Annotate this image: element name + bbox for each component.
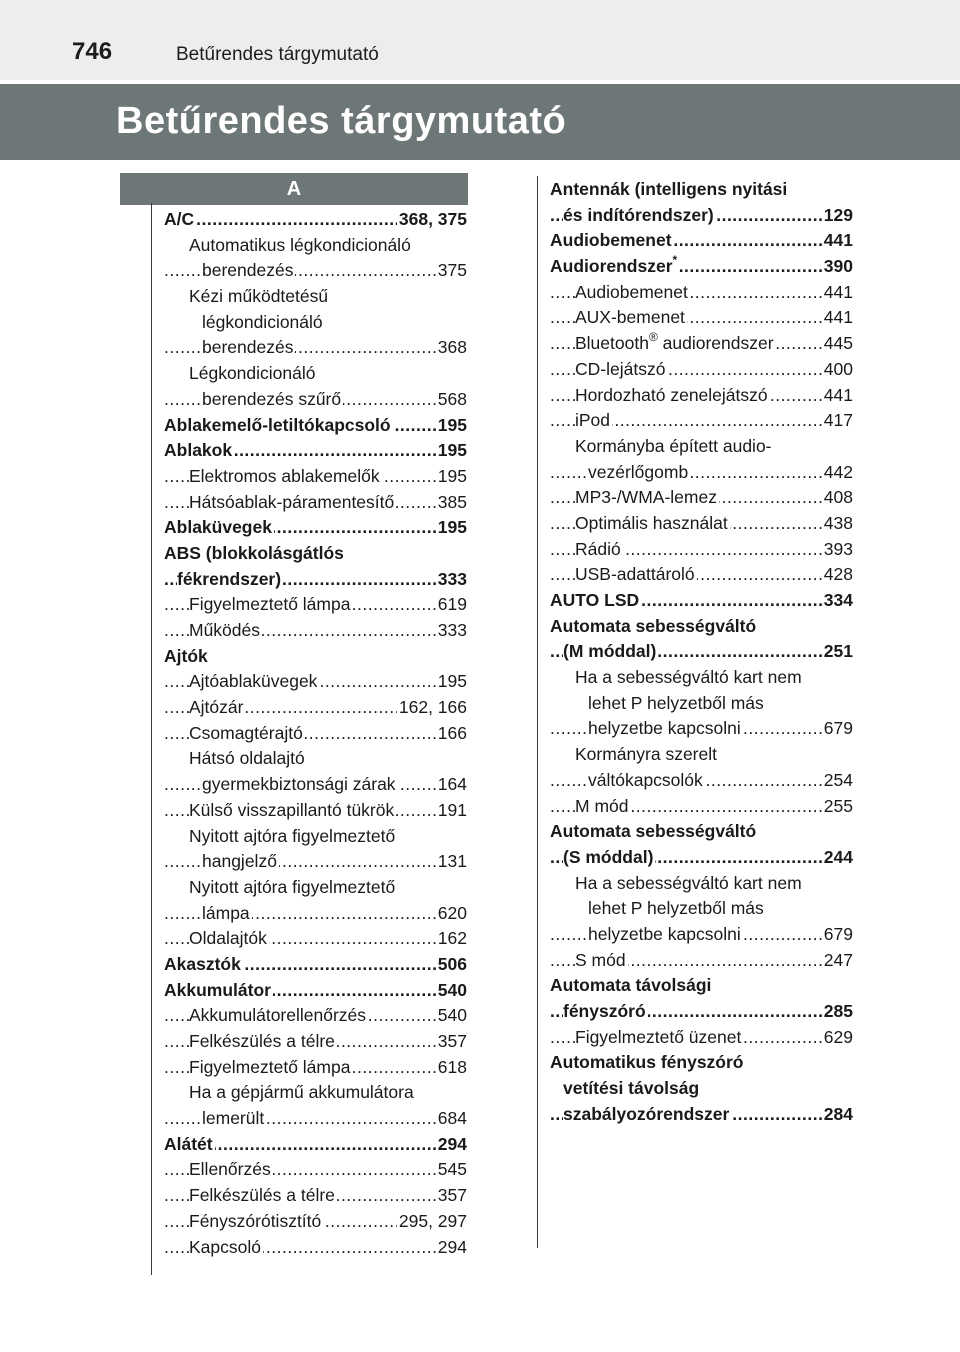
index-subentry [164, 1080, 467, 1106]
index-subentry [550, 562, 853, 588]
index-entry [164, 644, 467, 670]
entry-label: Kormányra szerelt [575, 742, 719, 768]
column-divider-left [151, 203, 152, 1275]
entry-page-ref: 545 [436, 1157, 467, 1183]
index-column-2 [550, 177, 853, 1127]
index-subentry [164, 1106, 467, 1132]
entry-page-ref: 442 [822, 460, 853, 486]
index-subentry [550, 691, 853, 717]
index-subentry [164, 669, 467, 695]
index-subentry [550, 1025, 853, 1051]
entry-page-ref: 195 [436, 438, 467, 464]
entry-label: ..... Bluetooth® audiorendszer [575, 331, 776, 357]
entry-label: Kézi működtetésű [189, 284, 330, 310]
index-subentry [164, 1003, 467, 1029]
entry-label: lehet P helyzetből más [588, 896, 766, 922]
entry-label: Ajtók [164, 644, 210, 670]
entry-page-ref: 164 [436, 772, 467, 798]
index-subentry [164, 335, 467, 361]
index-subentry [550, 948, 853, 974]
entry-page-ref: 284 [822, 1102, 853, 1128]
entry-page-ref: 162 [436, 926, 467, 952]
index-subentry [164, 618, 467, 644]
entry-label: ..... berendezés [202, 335, 295, 361]
entry-label: ..... iPod [575, 408, 612, 434]
entry-label: ..... MP3-/WMA-lemez [575, 485, 719, 511]
entry-label: ..... Csomagtérajtó [189, 721, 305, 747]
entry-label: ..... fékrendszer) [177, 567, 283, 593]
entry-page-ref: 441 [822, 383, 853, 409]
entry-label: ..... fényszóró [563, 999, 648, 1025]
entry-label: Automata sebességváltó [550, 614, 758, 640]
entry-page-ref: 540 [436, 978, 467, 1004]
entry-label: Nyitott ajtóra figyelmeztető [189, 875, 397, 901]
index-subentry [164, 721, 467, 747]
entry-label: ..... Audiobemenet [575, 280, 690, 306]
entry-page-ref: 191 [436, 798, 467, 824]
index-subentry [550, 871, 853, 897]
entry-page-ref: 679 [822, 716, 853, 742]
entry-label: ABS (blokkolásgátlós [164, 541, 346, 567]
entry-page-ref: 393 [822, 537, 853, 563]
index-subentry [164, 1235, 467, 1261]
entry-label: ..... Akkumulátorellenőrzés [189, 1003, 368, 1029]
index-subentry [550, 999, 853, 1025]
index-subentry [550, 742, 853, 768]
entry-label: légkondicionáló [202, 310, 325, 336]
entry-label: ..... Hátsóablak-páramentesítő [189, 490, 396, 516]
entry-label: ..... gyermekbiztonsági zárak [202, 772, 398, 798]
entry-label: ..... Fényszórótisztító [189, 1209, 323, 1235]
entry-label: Ha a sebességváltó kart nem [575, 665, 804, 691]
index-entry [164, 1132, 467, 1158]
entry-label: ..... (M móddal) [563, 639, 658, 665]
index-subentry [550, 203, 853, 229]
index-subentry [164, 361, 467, 387]
index-entry [550, 228, 853, 254]
entry-page-ref: 357 [436, 1029, 467, 1055]
index-subentry [164, 746, 467, 772]
index-entry [550, 177, 853, 203]
entry-page-ref: 255 [822, 794, 853, 820]
index-subentry [550, 460, 853, 486]
entry-label: Automatikus légkondicionáló [189, 233, 413, 259]
entry-page-ref: 129 [822, 203, 853, 229]
index-subentry [550, 357, 853, 383]
entry-page-ref: 244 [822, 845, 853, 871]
entry-label: ..... Hordozható zenelejátszó [575, 383, 770, 409]
index-subentry [550, 434, 853, 460]
index-subentry [550, 537, 853, 563]
entry-label: ..... Akasztók [164, 952, 243, 978]
entry-label: ..... Ellenőrzés [189, 1157, 273, 1183]
index-column-1 [164, 207, 467, 1260]
index-subentry [164, 310, 467, 336]
entry-page-ref: 438 [822, 511, 853, 537]
entry-label: Hátsó oldalajtó [189, 746, 307, 772]
index-subentry [550, 280, 853, 306]
entry-page-ref: 629 [822, 1025, 853, 1051]
header-bar [0, 0, 960, 80]
entry-label: lehet P helyzetből más [588, 691, 766, 717]
index-entry [164, 952, 467, 978]
index-subentry [164, 490, 467, 516]
index-subentry [550, 794, 853, 820]
entry-page-ref: 441 [822, 280, 853, 306]
entry-page-ref: 166 [436, 721, 467, 747]
entry-label: Ha a gépjármű akkumulátora [189, 1080, 416, 1106]
entry-page-ref: 375 [436, 258, 467, 284]
entry-label: ..... Oldalajtók [189, 926, 269, 952]
index-subentry [550, 1076, 853, 1102]
entry-label: ..... helyzetbe kapcsolni [588, 922, 743, 948]
index-subentry [164, 875, 467, 901]
index-entry [550, 614, 853, 640]
index-subentry [550, 1102, 853, 1128]
index-entry [550, 588, 853, 614]
entry-label: ..... berendezés [202, 258, 295, 284]
entry-page-ref: 540 [436, 1003, 467, 1029]
entry-page-ref: 195 [436, 413, 467, 439]
entry-page-ref: 385 [436, 490, 467, 516]
entry-page-ref: 568 [436, 387, 467, 413]
index-entry [164, 541, 467, 567]
index-subentry [164, 798, 467, 824]
entry-page-ref: 357 [436, 1183, 467, 1209]
entry-label: ..... S mód [575, 948, 628, 974]
index-subentry [164, 926, 467, 952]
entry-label: Automata sebességváltó [550, 819, 758, 845]
entry-label: ..... Külső visszapillantó tükrök [189, 798, 396, 824]
index-entry [550, 819, 853, 845]
index-subentry [164, 1029, 467, 1055]
entry-label: ..... Figyelmeztető lámpa [189, 1055, 352, 1081]
index-subentry [164, 387, 467, 413]
entry-label: ..... szabályozórendszer [563, 1102, 731, 1128]
running-title: Betűrendes tárgymutató [176, 44, 379, 65]
entry-label: ..... Működés [189, 618, 262, 644]
entry-page-ref: 195 [436, 464, 467, 490]
index-subentry [550, 331, 853, 357]
index-subentry [164, 284, 467, 310]
index-subentry [164, 901, 467, 927]
entry-label: ..... Ajtózár [189, 695, 245, 721]
index-subentry [550, 665, 853, 691]
entry-page-ref: 285 [822, 999, 853, 1025]
entry-label: Automatikus fényszóró [550, 1050, 746, 1076]
index-subentry [550, 639, 853, 665]
entry-label: ..... CD-lejátszó [575, 357, 667, 383]
index-subentry [164, 1183, 467, 1209]
entry-label: ..... lemerült [202, 1106, 266, 1132]
index-subentry [550, 485, 853, 511]
index-subentry [550, 922, 853, 948]
index-subentry [550, 408, 853, 434]
entry-page-ref: 162, 166 [397, 695, 467, 721]
index-subentry [550, 716, 853, 742]
entry-page-ref: 445 [822, 331, 853, 357]
index-subentry [164, 1157, 467, 1183]
entry-page-ref: 441 [822, 228, 853, 254]
entry-label: Légkondicionáló [189, 361, 318, 387]
index-subentry [164, 824, 467, 850]
entry-label: ..... és indítórendszer) [563, 203, 716, 229]
index-entry [164, 515, 467, 541]
page-title: Betűrendes tárgymutató [116, 100, 567, 142]
entry-label: ..... AUTO LSD [550, 588, 641, 614]
entry-page-ref: 368 [436, 335, 467, 361]
entry-label: ..... Ablakok [164, 438, 234, 464]
entry-label: ..... AUX-bemenet [575, 305, 687, 331]
entry-label: Ha a sebességváltó kart nem [575, 871, 804, 897]
index-entry [164, 978, 467, 1004]
entry-label: ..... Akkumulátor [164, 978, 273, 1004]
entry-label: Kormányba épített audio- [575, 434, 774, 460]
entry-label: ..... Elektromos ablakemelők [189, 464, 382, 490]
entry-label: ..... USB-adattároló [575, 562, 697, 588]
index-subentry [550, 305, 853, 331]
index-subentry [164, 233, 467, 259]
entry-page-ref: 684 [436, 1106, 467, 1132]
entry-page-ref: 333 [436, 567, 467, 593]
entry-label: ..... Optimális használat [575, 511, 730, 537]
index-entry [164, 413, 467, 439]
index-subentry [550, 845, 853, 871]
entry-label: ..... helyzetbe kapcsolni [588, 716, 743, 742]
section-letter: A [120, 173, 468, 205]
entry-label: ..... Figyelmeztető üzenet [575, 1025, 743, 1051]
index-subentry [164, 1209, 467, 1235]
entry-page-ref: 441 [822, 305, 853, 331]
index-subentry [164, 695, 467, 721]
entry-label: ..... Ajtóablaküvegek [189, 669, 319, 695]
index-entry [550, 973, 853, 999]
index-subentry [164, 464, 467, 490]
entry-label: ..... Audiorendszer* [550, 254, 679, 280]
entry-page-ref: 247 [822, 948, 853, 974]
entry-page-ref: 254 [822, 768, 853, 794]
entry-page-ref: 295, 297 [397, 1209, 467, 1235]
entry-page-ref: 294 [436, 1235, 467, 1261]
index-entry [550, 1050, 853, 1076]
index-subentry [550, 768, 853, 794]
entry-page-ref: 679 [822, 922, 853, 948]
entry-page-ref: 195 [436, 515, 467, 541]
entry-label: ..... Figyelmeztető lámpa [189, 592, 352, 618]
entry-page-ref: 131 [436, 849, 467, 875]
entry-label: ..... váltókapcsolók [588, 768, 705, 794]
entry-page-ref: 618 [436, 1055, 467, 1081]
index-subentry [164, 567, 467, 593]
entry-page-ref: 294 [436, 1132, 467, 1158]
entry-label: ..... (S móddal) [563, 845, 655, 871]
entry-page-ref: 333 [436, 618, 467, 644]
entry-page-ref: 620 [436, 901, 467, 927]
entry-label: ..... Rádió [575, 537, 623, 563]
page-number: 746 [72, 38, 113, 65]
index-subentry [164, 849, 467, 875]
entry-label: ..... Ablaküvegek [164, 515, 274, 541]
entry-page-ref: 417 [822, 408, 853, 434]
entry-page-ref: 195 [436, 669, 467, 695]
entry-label: ..... A/C [164, 207, 196, 233]
entry-label: Nyitott ajtóra figyelmeztető [189, 824, 397, 850]
entry-page-ref: 408 [822, 485, 853, 511]
entry-page-ref: 390 [822, 254, 853, 280]
index-entry [550, 254, 853, 280]
index-subentry [550, 896, 853, 922]
index-subentry [164, 592, 467, 618]
entry-label: ..... berendezés szűrő [202, 387, 343, 413]
index-subentry [164, 1055, 467, 1081]
entry-label: ..... Audiobemenet [550, 228, 674, 254]
index-entry [164, 438, 467, 464]
index-subentry [164, 258, 467, 284]
entry-label: ..... M mód [575, 794, 630, 820]
entry-page-ref: 334 [822, 588, 853, 614]
entry-label: ..... lámpa [202, 901, 252, 927]
entry-label: ..... vezérlőgomb [588, 460, 690, 486]
entry-label: Automata távolsági [550, 973, 713, 999]
entry-label: ..... Ablakemelő-letiltókapcsoló [164, 413, 393, 439]
entry-page-ref: 506 [436, 952, 467, 978]
entry-label: ..... hangjelző [202, 849, 279, 875]
entry-page-ref: 251 [822, 639, 853, 665]
entry-label: Antennák (intelligens nyitási [550, 177, 789, 203]
entry-page-ref: 619 [436, 592, 467, 618]
entry-page-ref: 368, 375 [397, 207, 467, 233]
index-entry [164, 207, 467, 233]
entry-page-ref: 428 [822, 562, 853, 588]
index-subentry [164, 772, 467, 798]
column-divider-right [537, 176, 538, 1248]
entry-label: vetítési távolság [563, 1076, 701, 1102]
index-subentry [550, 383, 853, 409]
entry-label: ..... Alátét [164, 1132, 215, 1158]
entry-label: ..... Felkészülés a télre [189, 1183, 337, 1209]
entry-label: ..... Kapcsoló [189, 1235, 263, 1261]
entry-label: ..... Felkészülés a télre [189, 1029, 337, 1055]
entry-page-ref: 400 [822, 357, 853, 383]
index-subentry [550, 511, 853, 537]
